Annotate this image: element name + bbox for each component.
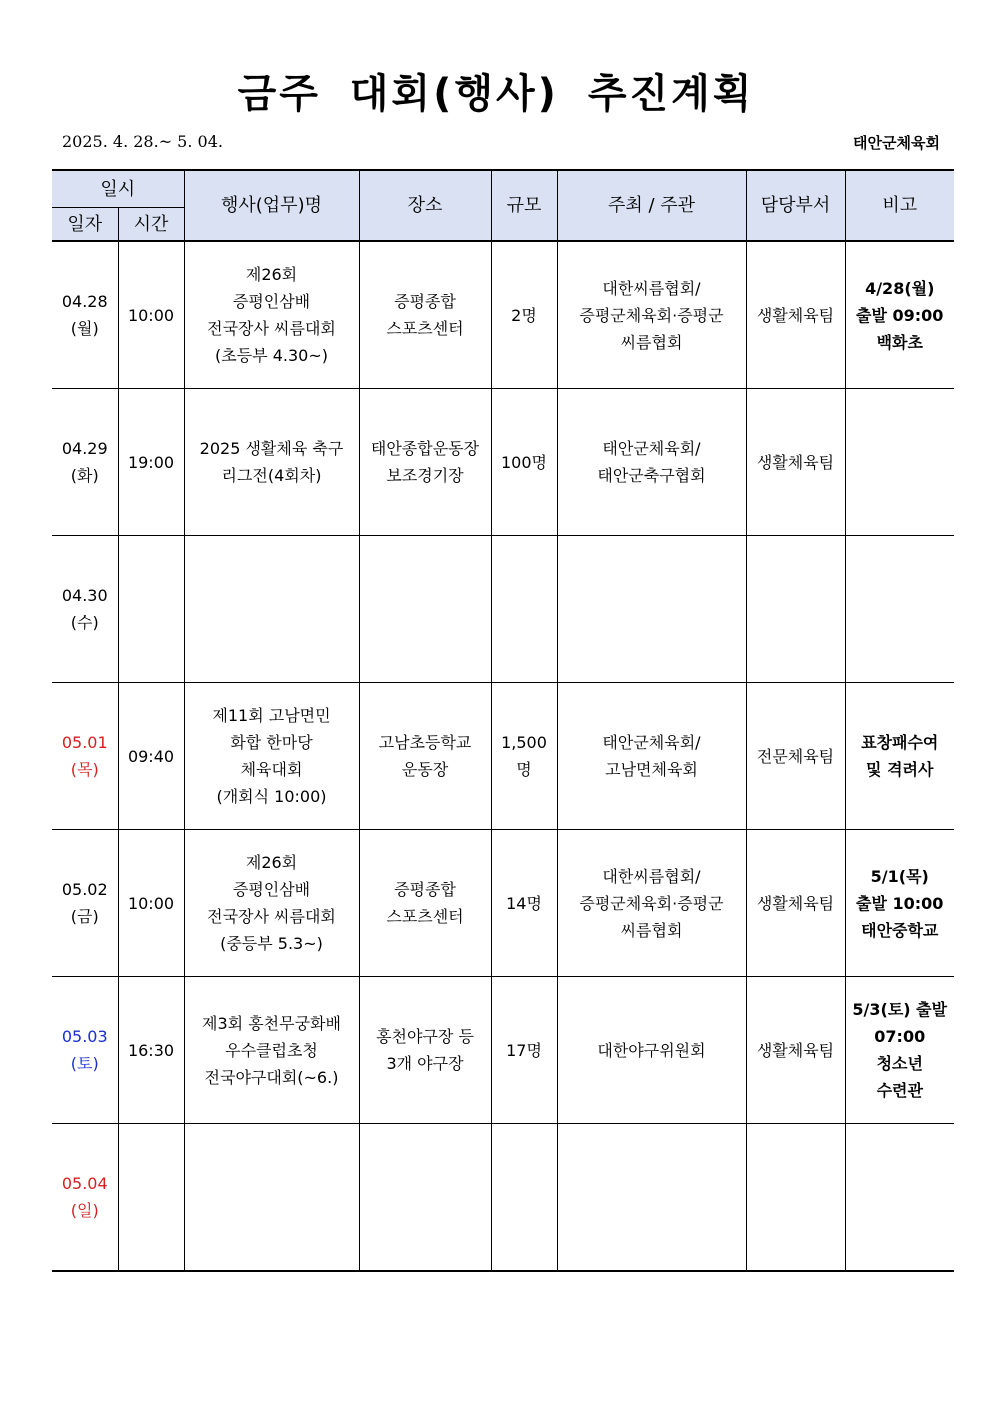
event-cell (184, 389, 359, 536)
date-range: 2025. 4. 28.~ 5. 04. (62, 132, 223, 151)
remarks-cell (845, 389, 954, 536)
table-row (52, 536, 954, 683)
remarks-cell-line: 및 격려사 (866, 760, 934, 779)
event-cell (184, 536, 359, 683)
time-cell: 19:00 (118, 389, 184, 536)
place-cell-line: 홍천야구장 등 (376, 1027, 474, 1046)
header-time: 시간 (118, 208, 184, 242)
size-cell: 100명 (491, 389, 557, 536)
dept-cell (746, 1124, 845, 1272)
day-of-week: (금) (70, 907, 99, 926)
remarks-cell-line: 태안중학교 (861, 920, 939, 940)
place-cell-line: 증평종합 (394, 292, 456, 311)
page-title: 금주 대회(행사) 추진계획 (237, 71, 755, 117)
host-cell-line: 대한씨름협회/ (602, 278, 701, 298)
place-cell (359, 389, 491, 536)
place-cell-line: 태안종합운동장 (370, 439, 480, 458)
remarks-cell (845, 830, 954, 977)
place-cell (359, 241, 491, 389)
host-cell-line: 증평군체육회·증평군 (579, 893, 724, 913)
schedule-table (52, 169, 954, 1272)
table-header (52, 170, 954, 241)
host-cell (557, 1124, 746, 1272)
place-cell (359, 977, 491, 1124)
event-cell (184, 1124, 359, 1272)
dept-cell: 생활체육팀 (746, 241, 845, 389)
date-value: 04.29 (61, 439, 108, 458)
day-of-week: (목) (70, 760, 99, 779)
dept-cell: 생활체육팀 (746, 830, 845, 977)
date-cell (52, 683, 118, 830)
event-cell-line: 2025 생활체육 축구 (199, 439, 344, 458)
table-row (52, 830, 954, 977)
dept-cell: 생활체육팀 (746, 389, 845, 536)
day-of-week: (월) (70, 319, 99, 338)
date-cell (52, 977, 118, 1124)
table-body (52, 241, 954, 1271)
day-of-week: (일) (70, 1201, 99, 1220)
dept-cell (746, 536, 845, 683)
event-cell-line: (개회식 10:00) (216, 787, 327, 806)
dept-cell: 생활체육팀 (746, 977, 845, 1124)
host-cell-line: 태안군축구협회 (597, 466, 706, 485)
host-cell (557, 389, 746, 536)
event-cell-line: 증평인삼배 (232, 292, 311, 311)
remarks-cell (845, 536, 954, 683)
host-cell (557, 977, 746, 1124)
date-cell (52, 241, 118, 389)
date-cell (52, 1124, 118, 1272)
event-cell-line: 리그전(4회차) (221, 466, 322, 485)
remarks-cell (845, 683, 954, 830)
table-row (52, 389, 954, 536)
remarks-cell-line: 4/28(월) (865, 278, 935, 298)
header-dept: 담당부서 (746, 170, 845, 241)
size-cell (491, 536, 557, 683)
event-cell-line: 제26회 (245, 265, 298, 284)
remarks-cell (845, 977, 954, 1124)
date-cell (52, 830, 118, 977)
table-row (52, 241, 954, 389)
remarks-cell-line: 07:00 (874, 1027, 926, 1046)
date-value: 05.03 (61, 1027, 108, 1046)
time-cell: 10:00 (118, 241, 184, 389)
date-value: 05.01 (61, 733, 108, 752)
host-cell (557, 241, 746, 389)
header-date: 일자 (52, 208, 118, 242)
event-cell-line: 전국장사 씨름대회 (207, 319, 336, 338)
event-cell (184, 977, 359, 1124)
size-cell: 1,500명 (491, 683, 557, 830)
remarks-cell-line: 백화초 (876, 332, 923, 352)
remarks-cell-line: 5/3(토) 출발 (852, 1000, 948, 1019)
host-cell-line: 대한야구위원회 (597, 1040, 706, 1060)
event-cell (184, 683, 359, 830)
date-cell (52, 389, 118, 536)
event-cell (184, 241, 359, 389)
place-cell-line: 3개 야구장 (386, 1054, 464, 1073)
host-cell-line: 태안군체육회/ (602, 439, 701, 458)
place-cell-line: 운동장 (401, 760, 449, 779)
dept-cell: 전문체육팀 (746, 683, 845, 830)
host-cell (557, 536, 746, 683)
day-of-week: (수) (70, 613, 99, 632)
remarks-cell (845, 1124, 954, 1272)
event-cell (184, 830, 359, 977)
date-value: 04.30 (61, 586, 108, 605)
event-cell-line: 제3회 홍천무궁화배 (202, 1013, 341, 1033)
size-cell: 2명 (491, 241, 557, 389)
time-cell: 10:00 (118, 830, 184, 977)
event-cell-line: (초등부 4.30~) (215, 346, 328, 365)
place-cell-line: 고남초등학교 (378, 733, 472, 752)
host-cell-line: 대한씨름협회/ (602, 866, 701, 886)
time-cell: 16:30 (118, 977, 184, 1124)
place-cell (359, 830, 491, 977)
event-cell-line: 증평인삼배 (232, 880, 311, 899)
remarks-cell (845, 241, 954, 389)
host-cell (557, 830, 746, 977)
place-cell-line: 보조경기장 (386, 466, 464, 485)
remarks-cell-line: 표창패수여 (861, 733, 939, 752)
place-cell (359, 1124, 491, 1272)
size-cell: 14명 (491, 830, 557, 977)
place-cell-line: 스포츠센터 (386, 319, 464, 338)
event-cell-line: 체육대회 (240, 760, 303, 779)
header-datetime: 일시 (52, 170, 184, 208)
event-cell-line: 제11회 고남면민 (212, 706, 331, 725)
time-cell (118, 1124, 184, 1272)
organization-name: 태안군체육회 (853, 134, 940, 152)
event-cell-line: 전국장사 씨름대회 (207, 907, 336, 926)
place-cell (359, 536, 491, 683)
header-host: 주최 / 주관 (557, 170, 746, 241)
host-cell-line: 고남면체육회 (605, 760, 698, 779)
event-cell-line: 우수클럽초청 (225, 1040, 318, 1060)
event-cell-line: 화합 한마당 (230, 733, 313, 752)
table-row (52, 977, 954, 1124)
day-of-week: (화) (70, 466, 99, 485)
date-cell (52, 536, 118, 683)
event-cell-line: 전국야구대회(~6.) (204, 1067, 339, 1087)
remarks-cell-line: 출발 10:00 (856, 893, 944, 913)
host-cell-line: 태안군체육회/ (602, 733, 701, 752)
date-value: 05.04 (61, 1174, 108, 1193)
time-cell (118, 536, 184, 683)
remarks-cell-line: 5/1(목) (870, 866, 929, 886)
remarks-cell-line: 청소년 (876, 1054, 923, 1073)
remarks-cell-line: 출발 09:00 (856, 305, 944, 325)
header-event: 행사(업무)명 (184, 170, 359, 241)
host-cell-line: 씨름협회 (620, 920, 683, 940)
host-cell-line: 증평군체육회·증평군 (579, 305, 724, 325)
table-row (52, 1124, 954, 1272)
place-cell (359, 683, 491, 830)
event-cell-line: (중등부 5.3~) (220, 934, 323, 953)
header-size: 규모 (491, 170, 557, 241)
header-remarks: 비고 (845, 170, 954, 241)
place-cell-line: 스포츠센터 (386, 907, 464, 926)
day-of-week: (토) (70, 1054, 99, 1073)
place-cell-line: 증평종합 (394, 880, 456, 899)
host-cell-line: 씨름협회 (620, 332, 683, 352)
header-place: 장소 (359, 170, 491, 241)
table-row (52, 683, 954, 830)
host-cell (557, 683, 746, 830)
date-value: 05.02 (61, 880, 108, 899)
size-cell: 17명 (491, 977, 557, 1124)
size-cell (491, 1124, 557, 1272)
remarks-cell-line: 수련관 (876, 1081, 923, 1100)
time-cell: 09:40 (118, 683, 184, 830)
event-cell-line: 제26회 (245, 853, 298, 872)
date-value: 04.28 (61, 292, 108, 311)
